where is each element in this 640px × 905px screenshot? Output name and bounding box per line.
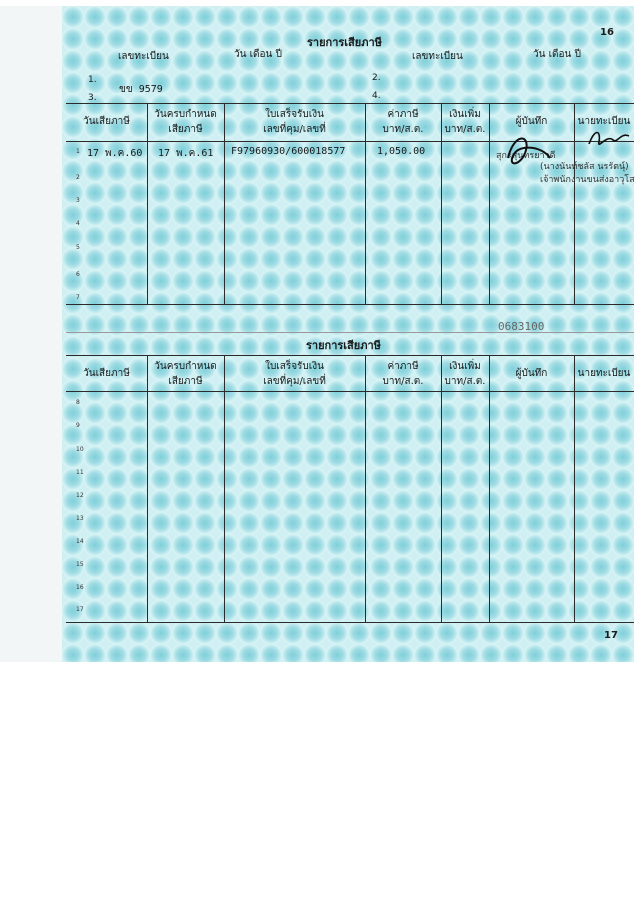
row1-paid-date: 17 พ.ค.60: [87, 148, 143, 159]
col-header-registrar: นายทะเบียน: [577, 116, 631, 127]
top-table-bottom-rule: [66, 304, 634, 305]
col-divider: [574, 103, 575, 304]
row-number: 15: [76, 561, 84, 568]
bottom-col-header-registrar: นายทะเบียน: [577, 368, 631, 379]
row1-registrar-note: (นางนันท์ชลัส นรรัตนุ์): [540, 162, 629, 172]
reg-label-left: เลขทะเบียน: [118, 51, 169, 62]
line-number-3: 3.: [88, 93, 97, 103]
row-number: 3: [76, 197, 80, 204]
col-divider: [489, 103, 490, 304]
row-number: 1: [76, 148, 80, 155]
bottom-col-header-tax: ค่าภาษี บาท/ส.ต.: [382, 361, 424, 387]
row-number: 9: [76, 422, 80, 429]
reg-label-right: เลขทะเบียน: [412, 51, 463, 62]
row-number: 12: [76, 492, 84, 499]
col-divider: [365, 355, 366, 622]
line-number-1: 1.: [88, 75, 97, 85]
row1-recorder: สุกะสุนทรยาวดี: [496, 151, 556, 161]
col-header-recorder: ผู้บันทึก: [515, 116, 548, 127]
row-number: 4: [76, 220, 80, 227]
row1-tax: 1,050.00: [377, 146, 426, 157]
bottom-table-header-rule: [66, 391, 634, 392]
stamp-number: 0683100: [498, 320, 545, 333]
col-header-due-date: วันครบกำหนด เสียภาษี: [154, 109, 217, 135]
top-section-title: รายการเสียภาษี: [307, 36, 382, 49]
bottom-col-header-receipt: ใบเสร็จรับเงิน เลขที่คุม/เลขที่: [263, 361, 326, 387]
row-number: 7: [76, 294, 80, 301]
page-number-bottom: 17: [604, 630, 618, 641]
row-number: 11: [76, 469, 84, 476]
bottom-section-title: รายการเสียภาษี: [306, 339, 381, 352]
recorder-signature-icon: [500, 128, 560, 173]
row-number: 8: [76, 399, 80, 406]
row-number: 17: [76, 606, 84, 613]
col-header-surcharge: เงินเพิ่ม บาท/ส.ต.: [444, 109, 486, 135]
plate-number: ขข 9579: [119, 84, 163, 95]
row-number: 2: [76, 174, 80, 181]
col-header-tax: ค่าภาษี บาท/ส.ต.: [382, 109, 424, 135]
page-edge: [0, 6, 62, 662]
date-label-left: วัน เดือน ปี: [234, 49, 282, 60]
row-number: 6: [76, 271, 80, 278]
col-header-receipt: ใบเสร็จรับเงิน เลขที่คุม/เลขที่: [263, 109, 326, 135]
bottom-col-header-recorder: ผู้บันทึก: [515, 368, 548, 379]
bottom-col-header-surcharge: เงินเพิ่ม บาท/ส.ต.: [444, 361, 486, 387]
row1-due-date: 17 พ.ค.61: [158, 148, 214, 159]
col-divider: [441, 355, 442, 622]
section-separator: [66, 332, 634, 333]
bottom-table-top-rule: [66, 355, 634, 356]
col-header-paid-date: วันเสียภาษี: [83, 116, 130, 127]
page-number-top: 16: [600, 27, 614, 38]
top-table-top-rule: [66, 103, 634, 104]
row1-receipt: F97960930/600018577: [231, 146, 346, 157]
col-divider: [574, 355, 575, 622]
row-number: 16: [76, 584, 84, 591]
row-number: 10: [76, 446, 84, 453]
col-divider: [147, 355, 148, 622]
registrar-signature-icon: [585, 124, 633, 154]
line-number-4: 4.: [372, 91, 381, 101]
row-number: 13: [76, 515, 84, 522]
line-number-2: 2.: [372, 73, 381, 83]
bottom-col-header-paid-date: วันเสียภาษี: [83, 368, 130, 379]
row1-registrar-title: เจ้าพนักงานขนส่งอาวุโส: [540, 175, 635, 185]
row-number: 14: [76, 538, 84, 545]
col-divider: [489, 355, 490, 622]
row-number: 5: [76, 244, 80, 251]
bottom-table-bottom-rule: [66, 622, 634, 623]
bottom-col-header-due-date: วันครบกำหนด เสียภาษี: [154, 361, 217, 387]
date-label-right: วัน เดือน ปี: [533, 49, 581, 60]
col-divider: [224, 355, 225, 622]
